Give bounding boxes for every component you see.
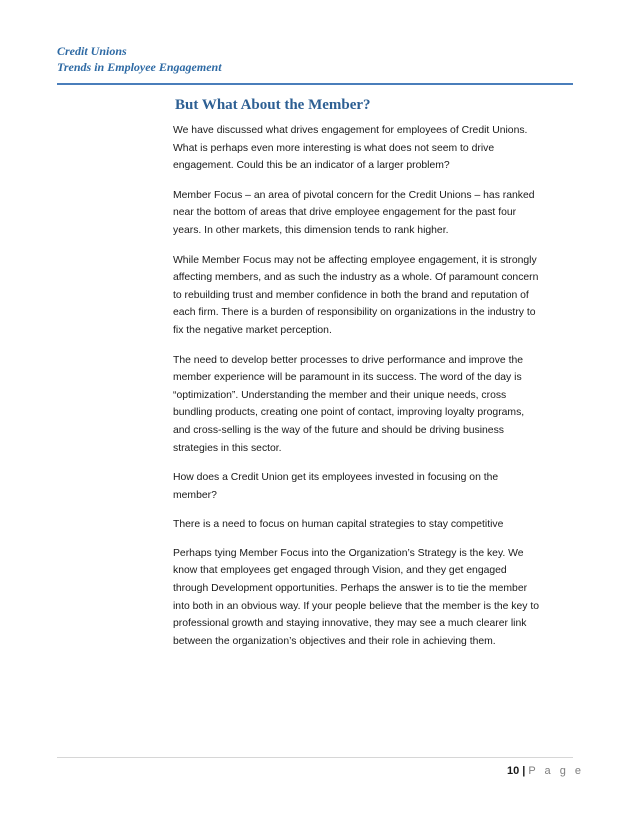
header-divider [57,83,573,85]
paragraph-affecting-members: While Member Focus may not be affecting employee engagement, it is strongly affecting members, and as such the industry as a whole. Of paramount concern to rebuilding trust and member confidence in both the brand and reputation of each firm. There is a burden of responsibility on organizations in the industry to fix the negative market perception. [173,254,539,336]
header-organization: Credit Unions [57,44,127,58]
paragraph-member-focus: Member Focus – an area of pivotal concern for the Credit Unions – has ranked near the bottom of areas that drive employee engagement for the past four years. In other markets, this dimension tends to rank higher. [173,189,535,236]
paragraph-human-capital: There is a need to focus on human capital strategies to stay competitive [173,519,504,531]
section-title: But What About the Member? [175,97,371,113]
page-label: P a g e [528,765,584,777]
paragraph-strategy: Perhaps tying Member Focus into the Organization’s Strategy is the key. We know that employees get engaged through Vision, and they get engaged through Development opportunities. Perhaps the answer is to tie the member into both in an obvious way. If your people believe that the member is the key to professional growth and staying innovative, they may see a much clearer link between the organization’s objectives and their role in achieving them. [173,547,540,647]
running-header [57,43,222,75]
paragraph-intro: We have discussed what drives engagement for employees of Credit Unions. What is perhaps even more interesting is what does not seem to drive engagement. Could this be an indicator of a larger problem? [173,125,528,172]
page-number: 10 [507,765,520,777]
footer-separator: | [522,765,526,777]
main-content [173,95,543,662]
page-footer [507,764,584,778]
paragraph-question: How does a Credit Union get its employees invested in focusing on the member? [173,472,499,501]
footer-divider [57,757,573,758]
header-report-title: Trends in Employee Engagement [57,60,222,74]
paragraph-optimization: The need to develop better processes to drive performance and improve the member experience will be paramount in its success. The word of the day is “optimization”. Understanding the member and their unique needs, cross bundling products, creating one point of contact, improving loyalty programs, and cross-selling is the way of the future and should be driving business strategies in this sector. [173,354,525,454]
